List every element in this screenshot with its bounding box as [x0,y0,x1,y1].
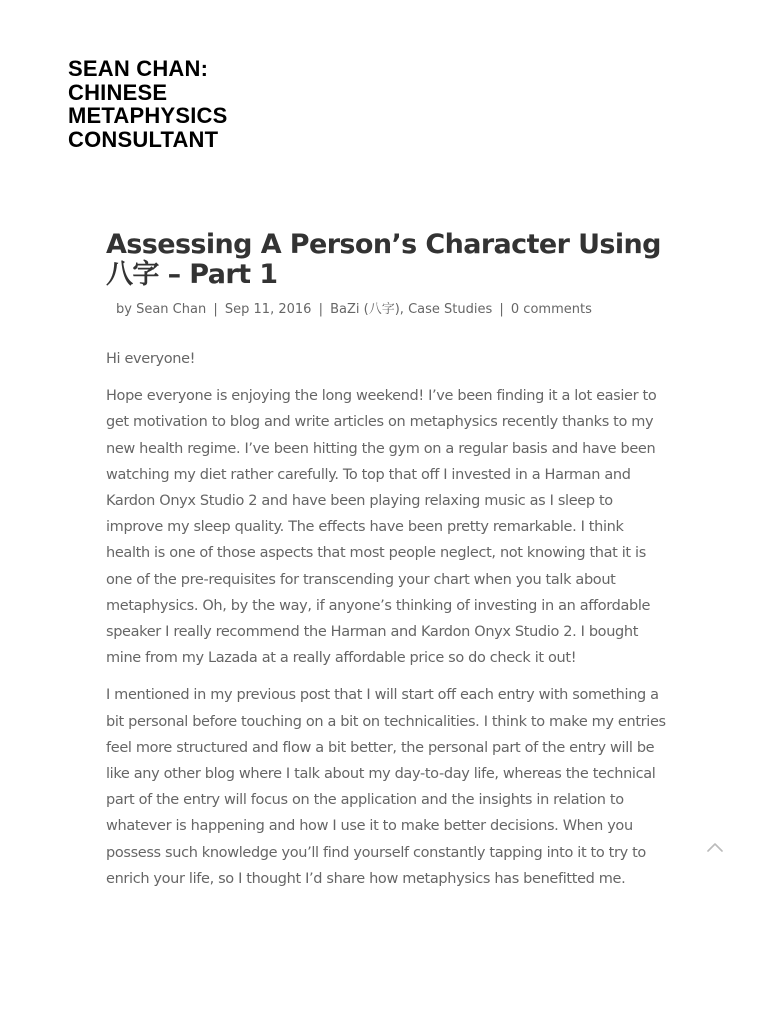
post-date: Sep 11, 2016 [224,302,312,317]
post-content [106,346,668,892]
category-link-bazi[interactable]: BaZi (八字) [330,302,400,317]
post-paragraph: I mentioned in my previous post that I will start off each entry with something a bit personal before touching on a bit on technicalities. I think to make my entries feel more structured and flow a bit better, the personal part of the entry will be like any other blog where I talk about my day-to-day life, whereas the technical part of the entry will focus on the application and the insights in relation to whatever is happening and how I use it to make better decisions. When you possess such knowledge you’ll find yourself constantly tapping into it to try to enrich your life, so I thought I’d share how metaphysics has benefitted me. [106,687,666,887]
category-separator: , [399,302,404,317]
back-to-top-button[interactable] [704,836,726,858]
chevron-up-icon [707,842,723,852]
post-title: Assessing A Person’s Character Using 八字 – Part 1 [106,229,661,290]
category-link-case-studies[interactable]: Case Studies [408,302,493,317]
meta-separator: | [318,302,323,317]
meta-separator: | [499,302,504,317]
post-meta [116,300,668,320]
author-link[interactable]: Sean Chan [136,302,207,317]
site-title[interactable]: SEAN CHAN: CHINESE METAPHYSICS CONSULTANT [68,56,228,152]
comments-link[interactable]: 0 comments [510,302,592,317]
post-paragraph: Hi everyone! [106,351,196,367]
post-article [106,230,668,903]
meta-separator: | [213,302,218,317]
meta-by-prefix: by [116,302,132,317]
post-paragraph: Hope everyone is enjoying the long weekend! I’ve been finding it a lot easier to get motivation to blog and write articles on metaphysics recently thanks to my new health regime. I’ve been hitting the gym on a regular basis and have been watching my diet rather carefully. To top that off I invested in a Harman and Kardon Onyx Studio 2 and have been playing relaxing music as I sleep to improve my sleep quality. The effects have been pretty remarkable. I think health is one of those aspects that most people neglect, not knowing that it is one of the pre-requisites for transcending your chart when you talk about metaphysics. Oh, by the way, if anyone’s thinking of investing in an affordable speaker I really recommend the Harman and Kardon Onyx Studio 2. I bought mine from my Lazada at a really affordable price so do check it out! [106,388,657,667]
